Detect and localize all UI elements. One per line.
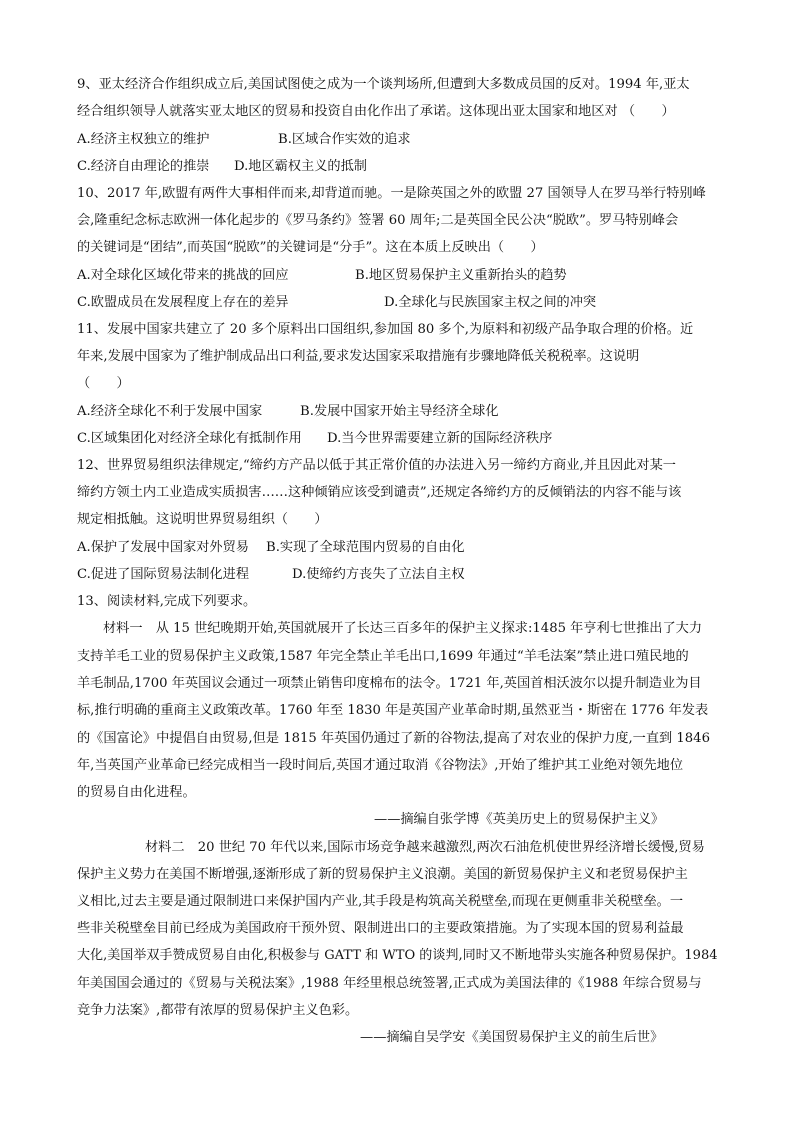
q11-option-c: C.区域集团化对经济全球化有抵制作用	[77, 431, 302, 446]
q11-stem-line-1: 11、发展中国家共建立了 20 多个原料出口国组织,参加国 80 多个,为原料和初级产品争取合理的价格。近	[77, 322, 694, 337]
q10-option-a: A.对全球化区域化带来的挑战的回应	[77, 268, 289, 283]
q9-option-c: C.经济自由理论的推崇	[77, 159, 210, 174]
q13-material2-line-4: 些非关税壁垒目前已经成为美国政府干预外贸、限制进出口的主要政策措施。为了实现本国的贸易利益最	[77, 921, 684, 936]
q13-material1-line-2: 支持羊毛工业的贸易保护主义政策,1587 年完全禁止羊毛出口,1699 年通过“羊毛法案”禁止进口殖民地的	[77, 649, 689, 664]
q9-option-a: A.经济主权独立的维护	[77, 132, 210, 147]
q11-option-d: D.当今世界需要建立新的国际经济秩序	[327, 431, 553, 446]
q12-option-d: D.使缔约方丧失了立法自主权	[292, 567, 465, 582]
q11-stem-line-2: 年来,发展中国家为了维护制成品出口利益,要求发达国家采取措施有步骤地降低关税税率。这说明	[77, 349, 640, 364]
q9-stem-line-1: 9、亚太经济合作组织成立后,美国试图使之成为一个谈判场所,但遭到大多数成员国的反对。1994 年,亚太	[77, 77, 690, 92]
q13-material2-line-1: 材料二 20 世纪 70 年代以来,国际市场竞争越来越激烈,两次石油危机使世界经济增长缓慢,贸易	[145, 840, 705, 855]
q9-stem-line-2: 经合组织领导人就落实亚太地区的贸易和投资自由化作出了承诺。这体现出亚太国家和地区对 （ ）	[77, 104, 675, 119]
q13-material2-line-3: 义相比,过去主要是通过限制进口来保护国内产业,其手段是构筑高关税壁垒,而现在更侧重非关税壁垒。一	[77, 894, 684, 909]
q13-material1-line-7: 的贸易自由化进程。	[77, 785, 196, 800]
q9-option-d: D.地区霸权主义的抵制	[234, 159, 367, 174]
q12-stem-line-3: 规定相抵触。这说明世界贸易组织（ ）	[77, 512, 328, 527]
q9-option-b: B.区域合作实效的追求	[278, 132, 411, 147]
q13-material2-line-6: 年美国国会通过的《贸易与关税法案》,1988 年经里根总统签署,正式成为美国法律的《1988 年综合贸易与	[77, 976, 702, 991]
q10-stem-line-3: 的关键词是“团结”,而英国“脱欧”的关键词是“分手”。这在本质上反映出（ ）	[77, 240, 544, 255]
q13-source-1: ——摘编自张学博《英美历史上的贸易保护主义》	[374, 812, 665, 827]
q13-material1-line-5: 的《国富论》中提倡自由贸易,但是 1815 年英国仍通过了新的谷物法,提高了对农业的保护力度,一直到 1846	[77, 731, 710, 746]
q10-stem-line-1: 10、2017 年,欧盟有两件大事相伴而来,却背道而驰。一是除英国之外的欧盟 27 国领导人在罗马举行特别峰	[77, 186, 706, 201]
q11-option-b: B.发展中国家开始主导经济全球化	[300, 404, 499, 419]
q11-option-a: A.经济全球化不利于发展中国家	[77, 404, 263, 419]
q13-material1-line-3: 羊毛制品,1700 年英国议会通过一项禁止销售印度棉布的法令。1721 年,英国首相沃波尔以提升制造业为目	[77, 676, 702, 691]
q13-material2-line-5: 大化,美国举双手赞成贸易自由化,积极参与 GATT 和 WTO 的谈判,同时又不断地带头实施各种贸易保护。1984	[77, 948, 718, 963]
q12-stem-line-1: 12、世界贸易组织法律规定,“缔约方产品以低于其正常价值的办法进入另一缔约方商业,并且因此对某一	[77, 458, 676, 473]
q13-material1-line-4: 标,推行明确的重商主义政策改革。1760 年至 1830 年是英国产业革命时期,虽然亚当・斯密在 1776 年发表	[77, 703, 709, 718]
q10-option-c: C.欧盟成员在发展程度上存在的差异	[77, 295, 289, 310]
q13-material2-line-7: 竞争力法案》,都带有浓厚的贸易保护主义色彩。	[77, 1003, 359, 1018]
q12-option-b: B.实现了全球范围内贸易的自由化	[266, 540, 465, 555]
q12-stem-line-2: 缔约方领土内工业造成实质损害……这种倾销应该受到谴责”,还规定各缔约方的反倾销法的内容不能与该	[77, 485, 682, 500]
q13-material1-line-6: 年,当英国产业革命已经完成相当一段时间后,英国才通过取消《谷物法》,开始了维护其工业绝对领先地位	[77, 758, 684, 773]
q11-stem-line-3: （ ）	[77, 376, 130, 391]
q10-stem-line-2: 会,隆重纪念标志欧洲一体化起步的《罗马条约》签署 60 周年;二是英国全民公决“脱欧”。罗马特别峰会	[77, 213, 679, 228]
q13-material2-line-2: 保护主义势力在美国不断增强,逐渐形成了新的贸易保护主义浪潮。美国的新贸易保护主义和老贸易保护主	[77, 867, 688, 882]
q13-intro: 13、阅读材料,完成下列要求。	[77, 594, 257, 609]
q12-option-c: C.促进了国际贸易法制化进程	[77, 567, 250, 582]
q10-option-d: D.全球化与民族国家主权之间的冲突	[384, 295, 597, 310]
q10-option-b: B.地区贸易保护主义重新抬头的趋势	[355, 268, 567, 283]
q13-source-2: ——摘编自吴学安《美国贸易保护主义的前生后世》	[360, 1030, 664, 1045]
q13-material1-line-1: 材料一 从 15 世纪晚期开始,英国就展开了长达三百多年的保护主义探求:1485 年亨利七世推出了大力	[103, 621, 703, 636]
q12-option-a: A.保护了发展中国家对外贸易	[77, 540, 249, 555]
